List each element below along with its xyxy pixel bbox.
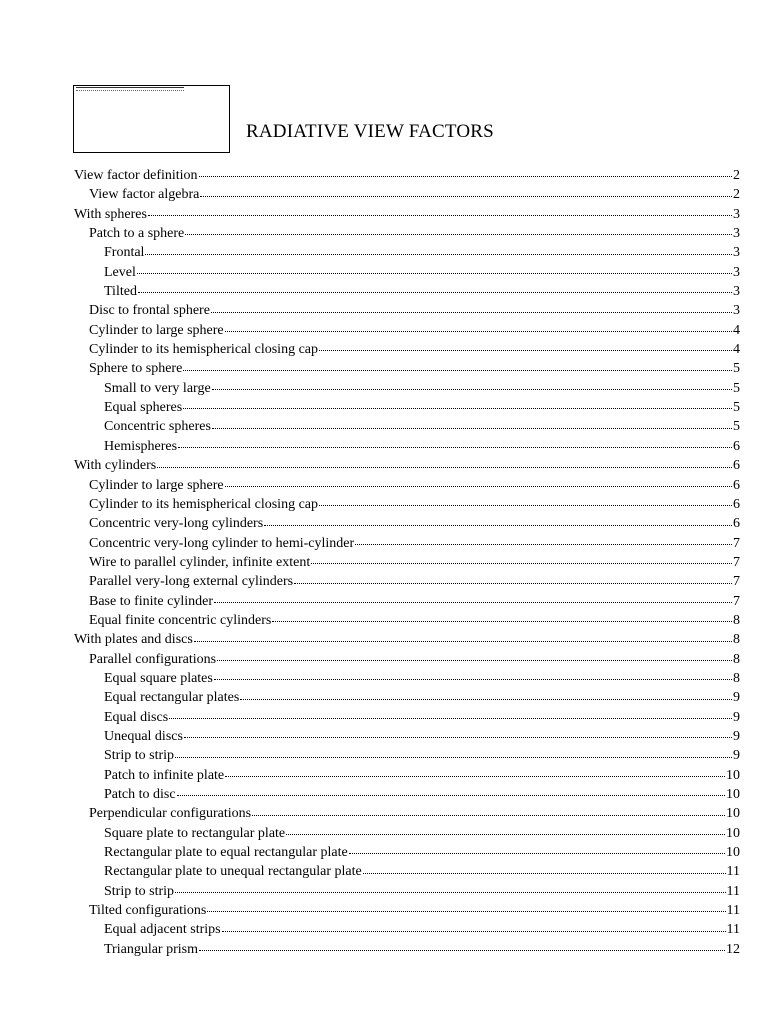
toc-entry-title: Equal square plates bbox=[104, 670, 213, 686]
toc-entry[interactable] bbox=[74, 882, 740, 901]
toc-entry-title: Sphere to sphere bbox=[89, 361, 183, 377]
toc-entry-page-number: 4 bbox=[733, 322, 740, 338]
dot-leader bbox=[355, 544, 732, 545]
toc-entry-title: Patch to a sphere bbox=[89, 226, 185, 242]
toc-entry[interactable] bbox=[74, 534, 740, 553]
toc-entry-page-number: 6 bbox=[733, 516, 740, 532]
toc-entry-title: With cylinders bbox=[74, 458, 157, 474]
dot-leader bbox=[222, 931, 726, 932]
toc-entry-page-number: 9 bbox=[733, 709, 740, 725]
toc-entry-title: View factor algebra bbox=[89, 187, 200, 203]
toc-entry-page-number: 10 bbox=[726, 787, 740, 802]
toc-entry[interactable] bbox=[74, 379, 740, 398]
toc-entry-page-number: 9 bbox=[733, 690, 740, 706]
toc-entry[interactable] bbox=[74, 514, 740, 533]
toc-entry-page-number: 6 bbox=[733, 496, 740, 512]
toc-entry-title: Disc to frontal sphere bbox=[89, 303, 210, 319]
toc-entry-title: Strip to strip bbox=[104, 883, 175, 899]
toc-entry-title: Tilted bbox=[104, 284, 137, 300]
toc-entry-page-number: 6 bbox=[733, 438, 740, 454]
toc-entry-page-number: 5 bbox=[733, 400, 740, 416]
toc-entry-title: Patch to disc bbox=[104, 787, 176, 802]
toc-entry-title: Perpendicular configurations bbox=[89, 806, 252, 822]
toc-entry[interactable] bbox=[74, 824, 740, 843]
toc-entry[interactable] bbox=[74, 785, 740, 804]
toc-entry[interactable] bbox=[74, 920, 740, 939]
dot-leader bbox=[211, 312, 732, 313]
dot-leader bbox=[145, 254, 732, 255]
toc-entry-title: Rectangular plate to unequal rectangular plate bbox=[104, 864, 362, 880]
dot-leader bbox=[363, 873, 726, 874]
toc-entry[interactable] bbox=[74, 862, 740, 881]
toc-entry-page-number: 5 bbox=[733, 361, 740, 377]
toc-entry-title: Tilted configurations bbox=[89, 903, 207, 919]
dot-leader bbox=[184, 737, 732, 738]
dot-leader bbox=[138, 292, 732, 293]
toc-entry-title: Unequal discs bbox=[104, 728, 183, 744]
dot-leader bbox=[185, 234, 732, 235]
toc-entry-title: Equal rectangular plates bbox=[104, 690, 240, 706]
toc-entry-title: Strip to strip bbox=[104, 748, 175, 764]
toc-entry-page-number: 10 bbox=[726, 806, 740, 822]
toc-entry-page-number: 3 bbox=[733, 245, 740, 261]
toc-entry-page-number: 12 bbox=[726, 941, 740, 957]
toc-entry-page-number: 11 bbox=[726, 864, 740, 880]
toc-entry-title: Small to very large bbox=[104, 380, 211, 396]
dot-leader bbox=[214, 679, 732, 680]
dot-leader bbox=[200, 196, 732, 197]
toc-entry[interactable] bbox=[74, 766, 740, 785]
dot-leader bbox=[225, 486, 732, 487]
toc-entry-title: Concentric very-long cylinders bbox=[89, 516, 264, 532]
toc-entry-page-number: 2 bbox=[733, 187, 740, 203]
toc-entry-page-number: 3 bbox=[733, 206, 740, 222]
toc-entry-title: Wire to parallel cylinder, infinite extent bbox=[89, 554, 311, 570]
dot-leader bbox=[177, 795, 725, 796]
dot-leader bbox=[175, 757, 732, 758]
toc-entry-title: Equal adjacent strips bbox=[104, 922, 221, 938]
toc-entry-page-number: 8 bbox=[733, 670, 740, 686]
dot-leader bbox=[225, 331, 732, 332]
toc-entry-page-number: 3 bbox=[733, 226, 740, 242]
dot-leader bbox=[183, 408, 732, 409]
toc-entry-page-number: 2 bbox=[733, 168, 740, 183]
toc-entry[interactable] bbox=[74, 243, 740, 262]
toc-entry[interactable] bbox=[74, 688, 740, 707]
toc-entry-title: Parallel very-long external cylinders bbox=[89, 574, 294, 590]
dot-leader bbox=[311, 563, 732, 564]
dot-leader bbox=[264, 525, 732, 526]
toc-entry[interactable] bbox=[74, 321, 740, 340]
toc-entry[interactable] bbox=[74, 417, 740, 436]
toc-entry-page-number: 7 bbox=[733, 535, 740, 551]
dot-leader bbox=[194, 641, 732, 642]
toc-entry-page-number: 3 bbox=[733, 284, 740, 300]
toc-entry[interactable] bbox=[74, 456, 740, 475]
toc-entry[interactable] bbox=[74, 282, 740, 301]
toc-entry-page-number: 5 bbox=[733, 419, 740, 435]
toc-entry-title: Cylinder to its hemispherical closing cap bbox=[89, 342, 319, 358]
toc-entry[interactable] bbox=[74, 224, 740, 243]
toc-entry-page-number: 10 bbox=[726, 845, 740, 861]
dot-leader bbox=[225, 776, 725, 777]
toc-entry-title: Cylinder to large sphere bbox=[89, 322, 224, 338]
toc-entry[interactable] bbox=[74, 630, 740, 649]
toc-entry-title: Concentric spheres bbox=[104, 419, 211, 435]
toc-entry[interactable] bbox=[74, 301, 740, 320]
dot-leader bbox=[178, 447, 732, 448]
table-of-contents bbox=[74, 166, 740, 959]
dot-leader bbox=[272, 621, 732, 622]
toc-entry[interactable] bbox=[74, 553, 740, 572]
dot-leader bbox=[175, 892, 726, 893]
toc-entry[interactable] bbox=[74, 804, 740, 823]
toc-entry[interactable] bbox=[74, 495, 740, 514]
dot-leader bbox=[319, 505, 732, 506]
dot-leader bbox=[207, 911, 725, 912]
toc-entry[interactable] bbox=[74, 166, 740, 185]
toc-entry-title: Hemispheres bbox=[104, 438, 178, 454]
toc-entry-page-number: 10 bbox=[726, 825, 740, 841]
dot-leader bbox=[199, 176, 732, 177]
dot-leader bbox=[349, 853, 725, 854]
toc-entry-page-number: 6 bbox=[733, 477, 740, 493]
toc-entry-title: With plates and discs bbox=[74, 632, 193, 648]
toc-entry[interactable] bbox=[74, 205, 740, 224]
toc-entry-page-number: 9 bbox=[733, 748, 740, 764]
toc-entry[interactable] bbox=[74, 727, 740, 746]
toc-entry-title: Square plate to rectangular plate bbox=[104, 825, 286, 841]
logo-image bbox=[76, 87, 184, 91]
dot-leader bbox=[252, 815, 725, 816]
toc-entry-title: Rectangular plate to equal rectangular plate bbox=[104, 845, 348, 861]
toc-entry-page-number: 8 bbox=[733, 651, 740, 667]
dot-leader bbox=[183, 370, 732, 371]
toc-entry[interactable] bbox=[74, 263, 740, 282]
toc-entry[interactable] bbox=[74, 572, 740, 591]
toc-entry-page-number: 9 bbox=[733, 728, 740, 744]
dot-leader bbox=[137, 273, 732, 274]
dot-leader bbox=[148, 215, 732, 216]
toc-entry-page-number: 10 bbox=[726, 767, 740, 783]
toc-entry[interactable] bbox=[74, 340, 740, 359]
toc-entry-title: Cylinder to large sphere bbox=[89, 477, 224, 493]
dot-leader bbox=[240, 699, 732, 700]
logo-placeholder-box bbox=[73, 85, 230, 153]
dot-leader bbox=[157, 467, 732, 468]
toc-entry[interactable] bbox=[74, 611, 740, 630]
toc-entry-page-number: 4 bbox=[733, 342, 740, 358]
toc-entry-title: Concentric very-long cylinder to hemi-cylinder bbox=[89, 535, 355, 551]
toc-entry[interactable] bbox=[74, 746, 740, 765]
toc-entry-title: Equal finite concentric cylinders bbox=[89, 612, 272, 628]
toc-entry[interactable] bbox=[74, 476, 740, 495]
toc-entry-page-number: 7 bbox=[733, 554, 740, 570]
dot-leader bbox=[286, 834, 725, 835]
toc-entry[interactable] bbox=[74, 592, 740, 611]
toc-entry[interactable] bbox=[74, 708, 740, 727]
toc-entry-title: Equal spheres bbox=[104, 400, 183, 416]
toc-entry-title: Triangular prism bbox=[104, 941, 198, 957]
toc-entry[interactable] bbox=[74, 650, 740, 669]
toc-entry-page-number: 11 bbox=[726, 883, 740, 899]
toc-entry[interactable] bbox=[74, 843, 740, 862]
toc-entry-page-number: 8 bbox=[733, 632, 740, 648]
toc-entry[interactable] bbox=[74, 398, 740, 417]
toc-entry-title: Parallel configurations bbox=[89, 651, 217, 667]
dot-leader bbox=[217, 660, 732, 661]
dot-leader bbox=[199, 950, 725, 951]
dot-leader bbox=[212, 428, 732, 429]
toc-entry-title: Patch to infinite plate bbox=[104, 767, 225, 783]
toc-entry[interactable] bbox=[74, 185, 740, 204]
toc-entry-page-number: 11 bbox=[726, 903, 740, 919]
toc-entry[interactable] bbox=[74, 901, 740, 920]
toc-entry-title: View factor definition bbox=[74, 168, 198, 183]
toc-entry-page-number: 5 bbox=[733, 380, 740, 396]
toc-entry-title: Base to finite cylinder bbox=[89, 593, 214, 609]
toc-entry[interactable] bbox=[74, 437, 740, 456]
toc-entry-title: Cylinder to its hemispherical closing cap bbox=[89, 496, 319, 512]
dot-leader bbox=[294, 583, 732, 584]
dot-leader bbox=[319, 350, 732, 351]
toc-entry[interactable] bbox=[74, 940, 740, 959]
toc-entry-page-number: 6 bbox=[733, 458, 740, 474]
dot-leader bbox=[212, 389, 732, 390]
toc-entry[interactable] bbox=[74, 669, 740, 688]
toc-entry[interactable] bbox=[74, 359, 740, 378]
toc-entry-page-number: 7 bbox=[733, 593, 740, 609]
toc-entry-page-number: 8 bbox=[733, 612, 740, 628]
document-title: RADIATIVE VIEW FACTORS bbox=[246, 120, 494, 142]
toc-entry-page-number: 7 bbox=[733, 574, 740, 590]
toc-entry-page-number: 11 bbox=[726, 922, 740, 938]
dot-leader bbox=[169, 718, 732, 719]
toc-entry-title: Level bbox=[104, 264, 136, 280]
toc-entry-page-number: 3 bbox=[733, 264, 740, 280]
toc-entry-title: With spheres bbox=[74, 206, 147, 222]
toc-entry-title: Frontal bbox=[104, 245, 145, 261]
toc-entry-title: Equal discs bbox=[104, 709, 169, 725]
dot-leader bbox=[214, 602, 732, 603]
toc-entry-page-number: 3 bbox=[733, 303, 740, 319]
